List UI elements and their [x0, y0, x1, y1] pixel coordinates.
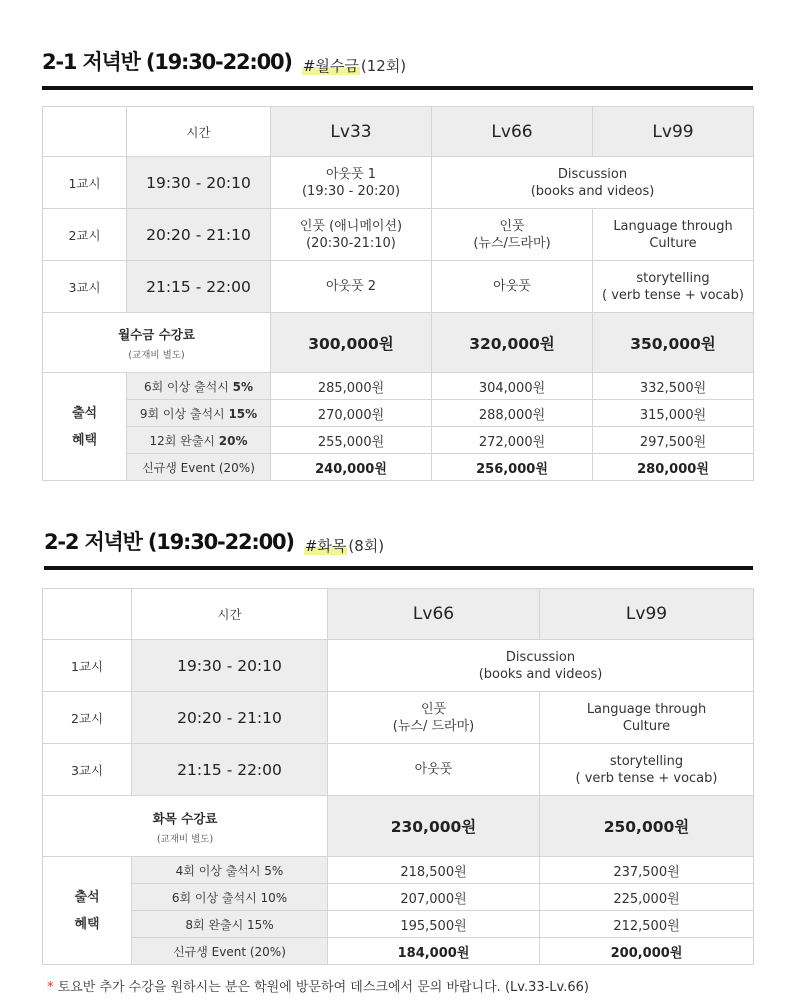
event-price: 184,000원 — [397, 945, 470, 961]
class-cell — [271, 209, 432, 261]
discount-value: 272,000원 — [432, 427, 593, 454]
event-price: 200,000원 — [610, 945, 683, 961]
discount-rate: 20% — [218, 433, 248, 448]
day-tag-text: #월수금 — [302, 57, 359, 75]
discount-rate: 15% — [228, 406, 258, 421]
session-count: (12회) — [360, 57, 407, 75]
class-cell — [593, 209, 754, 261]
discount-label: 6회 이상 출석시 10% — [132, 884, 328, 911]
class-line: Language through — [586, 701, 707, 717]
section-evening-mwf — [42, 50, 753, 90]
discount-value: 285,000원 — [271, 373, 432, 400]
class-line: (19:30 - 20:20) — [301, 183, 401, 199]
section-heading — [44, 530, 753, 570]
class-line: ( verb tense + vocab) — [602, 287, 744, 303]
period-time: 19:30 - 20:10 — [127, 157, 271, 209]
class-line: Culture — [649, 235, 697, 251]
day-tag-text: #화목 — [304, 537, 347, 555]
event-value-cell — [593, 454, 754, 481]
discount-value: 218,500원 — [328, 857, 540, 884]
fee-value: 230,000원 — [328, 796, 540, 857]
class-line: (뉴스/드라마) — [473, 235, 551, 251]
discount-value: 212,500원 — [540, 911, 754, 938]
event-label: 신규생 Event (20%) — [132, 938, 328, 965]
event-price: 280,000원 — [637, 461, 709, 477]
class-cell — [328, 692, 540, 744]
footnote — [47, 976, 589, 995]
discount-rate: 5% — [232, 379, 253, 394]
class-line: 인풋 — [420, 701, 447, 717]
discount-value: 297,500원 — [593, 427, 754, 454]
class-line: (books and videos) — [478, 666, 603, 682]
section-evening-tt — [44, 530, 753, 570]
event-value-cell — [540, 938, 754, 965]
level-header-lv33: Lv33 — [271, 107, 432, 157]
footnote-text: 토요반 추가 수강을 원하시는 분은 학원에 방문하여 데스크에서 문의 바랍니다. (Lv.33-Lv.66) — [53, 980, 589, 995]
class-cell-merged — [432, 157, 754, 209]
discount-label — [127, 427, 271, 454]
fee-sub: (교재비 별도) — [156, 833, 214, 845]
event-label: 신규생 Event (20%) — [127, 454, 271, 481]
discount-value: 195,500원 — [328, 911, 540, 938]
discount-value: 332,500원 — [593, 373, 754, 400]
class-line: 인풋 — [499, 218, 525, 234]
period-time: 19:30 - 20:10 — [132, 640, 328, 692]
class-cell — [593, 261, 754, 313]
fee-value: 350,000원 — [593, 313, 754, 373]
level-header-lv66: Lv66 — [328, 589, 540, 640]
class-line: (books and videos) — [530, 183, 655, 199]
fee-label: 화목 수강료 — [152, 810, 218, 826]
event-value-cell — [432, 454, 593, 481]
period-label: 2교시 — [43, 692, 132, 744]
period-label: 2교시 — [43, 209, 127, 261]
time-header: 시간 — [127, 107, 271, 157]
class-line: storytelling — [609, 753, 684, 769]
discount-label-text: 6회 이상 출석시 — [143, 379, 233, 394]
event-highlight — [382, 940, 486, 963]
discount-label: 4회 이상 출석시 5% — [132, 857, 328, 884]
schedule-table-mwf — [42, 106, 754, 481]
class-cell — [432, 209, 593, 261]
class-line: Language through — [613, 218, 733, 234]
class-line: 인풋 (애니메이션) — [299, 218, 403, 234]
discount-label — [127, 400, 271, 427]
class-line: ( verb tense + vocab) — [575, 770, 718, 786]
fee-value: 320,000원 — [432, 313, 593, 373]
period-label: 3교시 — [43, 261, 127, 313]
class-cell-merged — [328, 640, 754, 692]
discount-value: 315,000원 — [593, 400, 754, 427]
fee-value: 300,000원 — [271, 313, 432, 373]
period-label: 1교시 — [43, 157, 127, 209]
schedule-table-tt — [42, 588, 754, 965]
day-tag — [302, 55, 406, 76]
event-price: 256,000원 — [476, 461, 548, 477]
discount-value: 225,000원 — [540, 884, 754, 911]
corner-cell — [43, 589, 132, 640]
benefit-label-line: 혜택 — [74, 916, 100, 932]
benefit-label-line: 출석 — [71, 405, 98, 421]
event-price: 240,000원 — [315, 461, 387, 477]
class-cell: 아웃풋 — [328, 744, 540, 796]
section-title: 2-2 저녁반 (19:30-22:00) — [44, 530, 294, 554]
period-time: 20:20 - 21:10 — [127, 209, 271, 261]
period-time: 21:15 - 22:00 — [132, 744, 328, 796]
session-count: (8회) — [348, 537, 385, 555]
period-label: 1교시 — [43, 640, 132, 692]
event-highlight — [621, 456, 725, 479]
class-line: Culture — [622, 718, 671, 734]
event-highlight — [595, 940, 699, 963]
discount-label-text: 12회 완출시 — [149, 433, 219, 448]
level-header-lv99: Lv99 — [593, 107, 754, 157]
benefit-label-line: 출석 — [74, 889, 100, 905]
benefit-label — [43, 857, 132, 965]
class-line: (20:30-21:10) — [306, 235, 396, 251]
fee-sub: (교재비 별도) — [128, 350, 185, 361]
class-line: Discussion — [505, 649, 576, 665]
period-label: 3교시 — [43, 744, 132, 796]
fee-label-cell — [43, 313, 271, 373]
event-value-cell — [271, 454, 432, 481]
class-cell — [271, 157, 432, 209]
section-title: 2-1 저녁반 (19:30-22:00) — [42, 50, 292, 74]
discount-value: 237,500원 — [540, 857, 754, 884]
day-tag — [304, 535, 384, 556]
footnote-star: * — [47, 980, 54, 995]
fee-value: 250,000원 — [540, 796, 754, 857]
class-line: Discussion — [557, 166, 628, 182]
event-highlight — [299, 456, 403, 479]
discount-value: 304,000원 — [432, 373, 593, 400]
class-cell: 아웃풋 2 — [271, 261, 432, 313]
class-cell: 아웃풋 — [432, 261, 593, 313]
period-time: 21:15 - 22:00 — [127, 261, 271, 313]
fee-label-cell — [43, 796, 328, 857]
class-cell — [540, 744, 754, 796]
discount-value: 255,000원 — [271, 427, 432, 454]
class-line: storytelling — [636, 270, 710, 286]
time-header: 시간 — [132, 589, 328, 640]
level-header-lv66: Lv66 — [432, 107, 593, 157]
discount-value: 207,000원 — [328, 884, 540, 911]
discount-label — [127, 373, 271, 400]
event-highlight — [460, 456, 564, 479]
class-line: 아웃풋 1 — [325, 166, 377, 182]
fee-label: 월수금 수강료 — [118, 327, 195, 342]
discount-value: 270,000원 — [271, 400, 432, 427]
benefit-label — [43, 373, 127, 481]
discount-value: 288,000원 — [432, 400, 593, 427]
benefit-label-line: 혜택 — [71, 432, 98, 448]
class-cell — [540, 692, 754, 744]
discount-label: 8회 완출시 15% — [132, 911, 328, 938]
corner-cell — [43, 107, 127, 157]
period-time: 20:20 - 21:10 — [132, 692, 328, 744]
section-heading — [42, 50, 753, 90]
discount-label-text: 9회 이상 출석시 — [139, 406, 229, 421]
level-header-lv99: Lv99 — [540, 589, 754, 640]
event-value-cell — [328, 938, 540, 965]
class-line: (뉴스/ 드라마) — [392, 718, 475, 734]
